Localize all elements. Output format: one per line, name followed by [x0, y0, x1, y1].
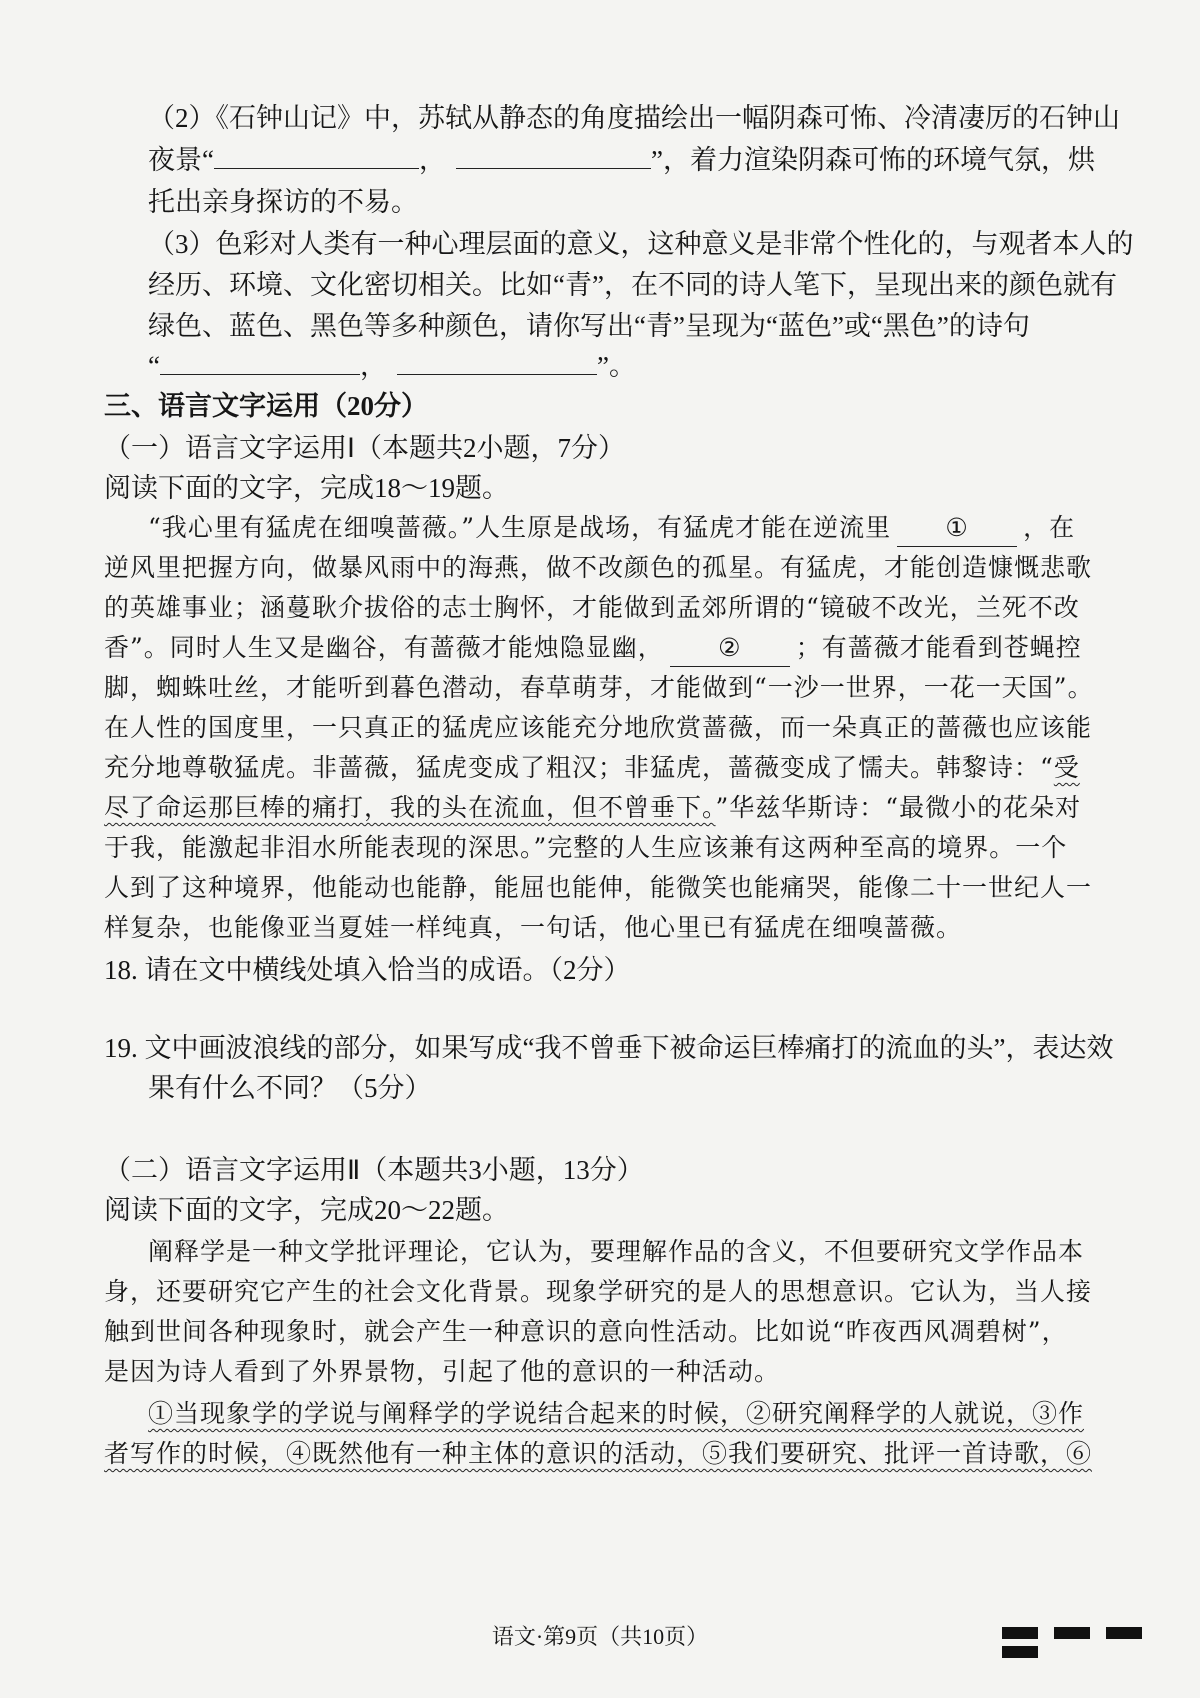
question-18: 18. 请在文中横线处填入恰当的成语。（2分）: [104, 955, 631, 985]
passage1-line1: [148, 510, 1075, 547]
q17-2-prefix: 夜景“: [148, 145, 214, 175]
wavy-underlined-text: 受: [1053, 753, 1080, 782]
passage2-line4: 是因为诗人看到了外界景物，引起了他的意识的一种活动。: [104, 1357, 781, 1386]
passage2-line6: [104, 1436, 1092, 1472]
q17-3-line3: 绿色、蓝色、黑色等多种颜色，请你写出“青”呈现为“蓝色”或“黑色”的诗句: [148, 311, 1030, 341]
answer-blank-2[interactable]: ②: [670, 630, 790, 667]
section-title: 三、语言文字运用（20分）: [104, 391, 428, 421]
passage1-line7: [104, 750, 1080, 786]
passage2-line2: 身，还要研究它产生的社会文化背景。现象学研究的是人的思想意识。它认为，当人接: [104, 1277, 1093, 1306]
passage1-line2: 逆风里把握方向，做暴风雨中的海燕，做不改颜色的孤星。有猛虎，才能创造慷慨悲歌: [104, 553, 1093, 582]
q17-3-suffix: ”。: [596, 351, 636, 381]
question-19-line2: 果有什么不同？（5分）: [148, 1073, 432, 1103]
passage-text: ，在: [1023, 513, 1076, 542]
passage-text: ；有蔷薇才能看到苍蝇控: [795, 633, 1082, 662]
answer-blank[interactable]: [214, 142, 419, 169]
q17-3-prefix: “: [148, 351, 160, 381]
passage2-line1: 阐释学是一种文学批评理论，它认为，要理解作品的含义，不但要研究文学作品本: [148, 1237, 1085, 1266]
q17-2-sep: ，: [418, 145, 446, 175]
alignment-mark: [1002, 1627, 1038, 1639]
q17-3-line2: 经历、环境、文化密切相关。比如“青”，在不同的诗人笔下，呈现出来的颜色就有: [148, 270, 1117, 300]
q17-3-sep: ，: [359, 351, 387, 381]
passage1-line10: 人到了这种境界，他能动也能静，能屈也能伸，能微笑也能痛哭，能像二十一世纪人一: [104, 873, 1093, 902]
answer-blank[interactable]: [397, 348, 597, 375]
wavy-underlined-text: 尽了命运那巨棒的痛打，我的头在流血，但不曾垂下。: [104, 793, 716, 822]
passage1-line3: 的英雄事业；涵蔓耿介拔俗的志士胸怀，才能做到孟郊所谓的“镜破不改光，兰死不改: [104, 593, 1080, 622]
passage1-line6: 在人性的国度里，一只真正的猛虎应该能充分地欣赏蔷薇，而一朵真正的蔷薇也应该能: [104, 713, 1093, 742]
passage1-line11: 样复杂，也能像亚当夏娃一样纯真，一句话，他心里已有猛虎在细嗅蔷薇。: [104, 913, 963, 942]
passage1-line5: 脚，蜘蛛吐丝，才能听到暮色潜动，春草萌芽，才能做到“一沙一世界，一花一天国”。: [104, 673, 1094, 702]
page-footer: 语文·第9页（共10页）: [491, 1624, 709, 1649]
alignment-marks: [1002, 1624, 1200, 1662]
alignment-mark: [1054, 1627, 1090, 1639]
q17-2-suffix: ”，着力渲染阴森可怖的环境气氛，烘: [650, 145, 1095, 175]
q17-3-line4: [148, 348, 636, 384]
part2-title: （二）语言文字运用Ⅱ（本题共3小题，13分）: [104, 1155, 644, 1185]
q17-2-line2: [148, 142, 1095, 178]
part2-intro: 阅读下面的文字，完成20～22题。: [104, 1195, 509, 1225]
q17-3-line1: （3）色彩对人类有一种心理层面的意义，这种意义是非常个性化的，与观者本人的: [148, 229, 1134, 259]
part1-intro: 阅读下面的文字，完成18～19题。: [104, 473, 509, 503]
alignment-mark: [1106, 1627, 1142, 1639]
passage-text: “我心里有猛虎在细嗅蔷薇。”人生原是战场，有猛虎才能在逆流里: [148, 513, 892, 542]
passage-text: 香”。同时人生又是幽谷，有蔷薇才能烛隐显幽，: [104, 633, 664, 662]
q17-2-line1: （2）《石钟山记》中，苏轼从静态的角度描绘出一幅阴森可怖、冷清凄厉的石钟山: [148, 103, 1120, 133]
answer-blank-1[interactable]: ①: [897, 510, 1017, 547]
passage-text: ”华兹华斯诗：“最微小的花朵对: [715, 793, 1082, 822]
passage-text: 充分地尊敬猛虎。非蔷薇，猛虎变成了粗汉；非猛虎，蔷薇变成了懦夫。韩黎诗：“: [104, 753, 1054, 782]
question-19-line1: 19. 文中画波浪线的部分，如果写成“我不曾垂下被命运巨棒痛打的流血的头”，表达效: [104, 1033, 1114, 1063]
answer-blank[interactable]: [456, 142, 651, 169]
alignment-mark: [1002, 1646, 1038, 1658]
passage2-line3: 触到世间各种现象时，就会产生一种意识的意向性活动。比如说“昨夜西风凋碧树”，: [104, 1317, 1068, 1346]
passage1-line4: [104, 630, 1082, 667]
passage2-line5: [148, 1396, 1084, 1432]
wavy-underlined-text: 者写作的时候，④既然他有一种主体的意识的活动，⑤我们要研究、批评一首诗歌，⑥: [104, 1439, 1093, 1468]
passage1-line8: [104, 790, 1081, 826]
part1-title: （一）语言文字运用Ⅰ（本题共2小题，7分）: [104, 433, 625, 463]
passage1-line9: 于我，能激起非泪水所能表现的深思。”完整的人生应该兼有这两种至高的境界。一个: [104, 833, 1068, 862]
q17-2-line3: 托出亲身探访的不易。: [148, 187, 418, 217]
wavy-underlined-text: ①当现象学的学说与阐释学的学说结合起来的时候，②研究阐释学的人就说，③作: [148, 1399, 1085, 1428]
answer-blank[interactable]: [160, 348, 360, 375]
